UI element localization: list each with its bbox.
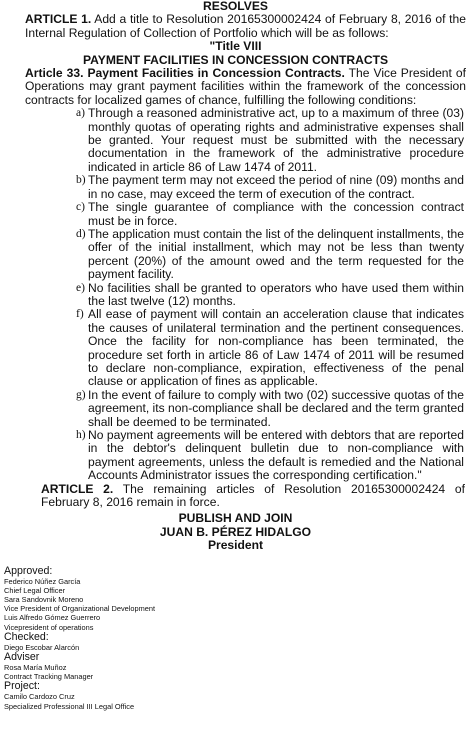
signature-block <box>0 512 471 552</box>
title-viii: "Title VIII <box>209 39 262 54</box>
approved-line: Luis Alfredo Gómez Guerrero <box>4 613 101 623</box>
condition-item <box>0 228 471 282</box>
article-2-text: The remaining articles of Resolution 20165300002424 of February 8, 2016 remain in force. <box>41 481 465 510</box>
condition-marker: c) <box>76 201 85 214</box>
condition-item <box>0 282 471 309</box>
checked-line: Diego Escobar Alarcón <box>4 642 80 652</box>
article-1-text: Add a title to Resolution 20165300002424 of February 8, 2016 of the Internal Regulation of Collection of Portfolio which will be as follows: <box>25 12 466 40</box>
article-1-label: ARTICLE 1. <box>25 12 92 27</box>
project-label: Project: <box>4 680 40 693</box>
article-33 <box>0 67 471 107</box>
approved-line: Vice President of Organizational Development <box>4 604 156 614</box>
condition-marker: b) <box>76 174 86 187</box>
checked-label: Checked: <box>4 630 49 643</box>
condition-marker: a) <box>76 107 85 120</box>
approved-line: Sara Sandovnik Moreno <box>4 595 84 605</box>
approved-line: Vicepresident of operations <box>4 622 94 632</box>
article-1 <box>0 13 471 40</box>
condition-marker: h) <box>76 429 86 441</box>
condition-text: No facilities shall be granted to operators who have used them within the last twelve (12) months. <box>88 280 464 308</box>
publish-line: PUBLISH AND JOIN <box>178 511 293 526</box>
condition-marker: f) <box>76 308 84 321</box>
adviser-line: Rosa María Muñoz <box>4 663 67 673</box>
condition-text: In the event of failure to comply with two (02) successive quotas of the agreement, its non-compliance shall be declared and the term granted shall be deemed to be terminated. <box>88 387 464 429</box>
conditions-list <box>0 107 471 482</box>
approvals-block <box>0 566 471 711</box>
signer-role: President <box>207 538 264 553</box>
adviser-line: Contract Tracking Manager <box>4 672 94 682</box>
article-33-label: Article 33. Payment Facilities in Concession Contracts. <box>25 66 345 81</box>
approved-line: Chief Legal Officer <box>4 585 66 595</box>
condition-marker: g) <box>76 388 86 401</box>
condition-marker: d) <box>76 227 86 240</box>
approved-line: Federico Núñez García <box>4 576 81 586</box>
title-name: PAYMENT FACILITIES IN CONCESSION CONTRACTS <box>82 52 389 67</box>
condition-item <box>0 174 471 201</box>
condition-item <box>0 107 471 174</box>
condition-text: Through a reasoned administrative act, up to a maximum of three (03) monthly quotas of operating rights and administrative expenses shall be granted. Your request must be submitted with the necessary documentation in the framework of the administrative procedure indicated in article 86 of Law 1474 of 2011. <box>88 106 464 174</box>
approved-label: Approved: <box>4 564 53 577</box>
signer-name: JUAN B. PÉREZ HIDALGO <box>159 524 312 539</box>
project-line: Specialized Professional III Legal Office <box>4 701 135 711</box>
condition-text: The payment term may not exceed the period of nine (09) months and in no case, may exceed the term of execution of the contract. <box>88 173 464 201</box>
project-line: Camilo Cardozo Cruz <box>4 692 75 702</box>
condition-text: No payment agreements will be entered with debtors that are reported in the debtor's delinquent bulletin due to non-compliance with payment agreements, unless the default is remedied and the National Accounts Administrator issues the corresponding certification." <box>88 428 464 483</box>
adviser-label: Adviser <box>4 651 40 664</box>
condition-item <box>0 308 471 388</box>
article-2 <box>0 483 471 510</box>
condition-text: The single guarantee of compliance with the concession contract must be in force. <box>88 200 464 228</box>
condition-marker: e) <box>76 281 85 294</box>
condition-item <box>0 201 471 228</box>
resolves-heading: RESOLVES <box>203 0 268 13</box>
condition-text: All ease of payment will contain an acceleration clause that indicates the causes of unilateral termination and the pertinent consequences. Once the facility for non-compliance has been terminated, the procedure set forth in article 86 of Law 1474 of 2011 will be resumed to declare non-compliance, expiration, effectiveness of the penal clause or application of fines as applicable. <box>88 307 464 389</box>
article-2-label: ARTICLE 2. <box>41 481 114 496</box>
article-33-text: The Vice President of Operations may grant payment facilities within the framework of the concession contracts for localized games of chance, fulfilling the following conditions: <box>25 66 466 107</box>
condition-item <box>0 429 471 483</box>
condition-text: The application must contain the list of the delinquent installments, the offer of the initial installment, which may not be less than twenty percent (20%) of the amount owed and the term requested for the payment facility. <box>88 226 464 282</box>
condition-item <box>0 389 471 429</box>
